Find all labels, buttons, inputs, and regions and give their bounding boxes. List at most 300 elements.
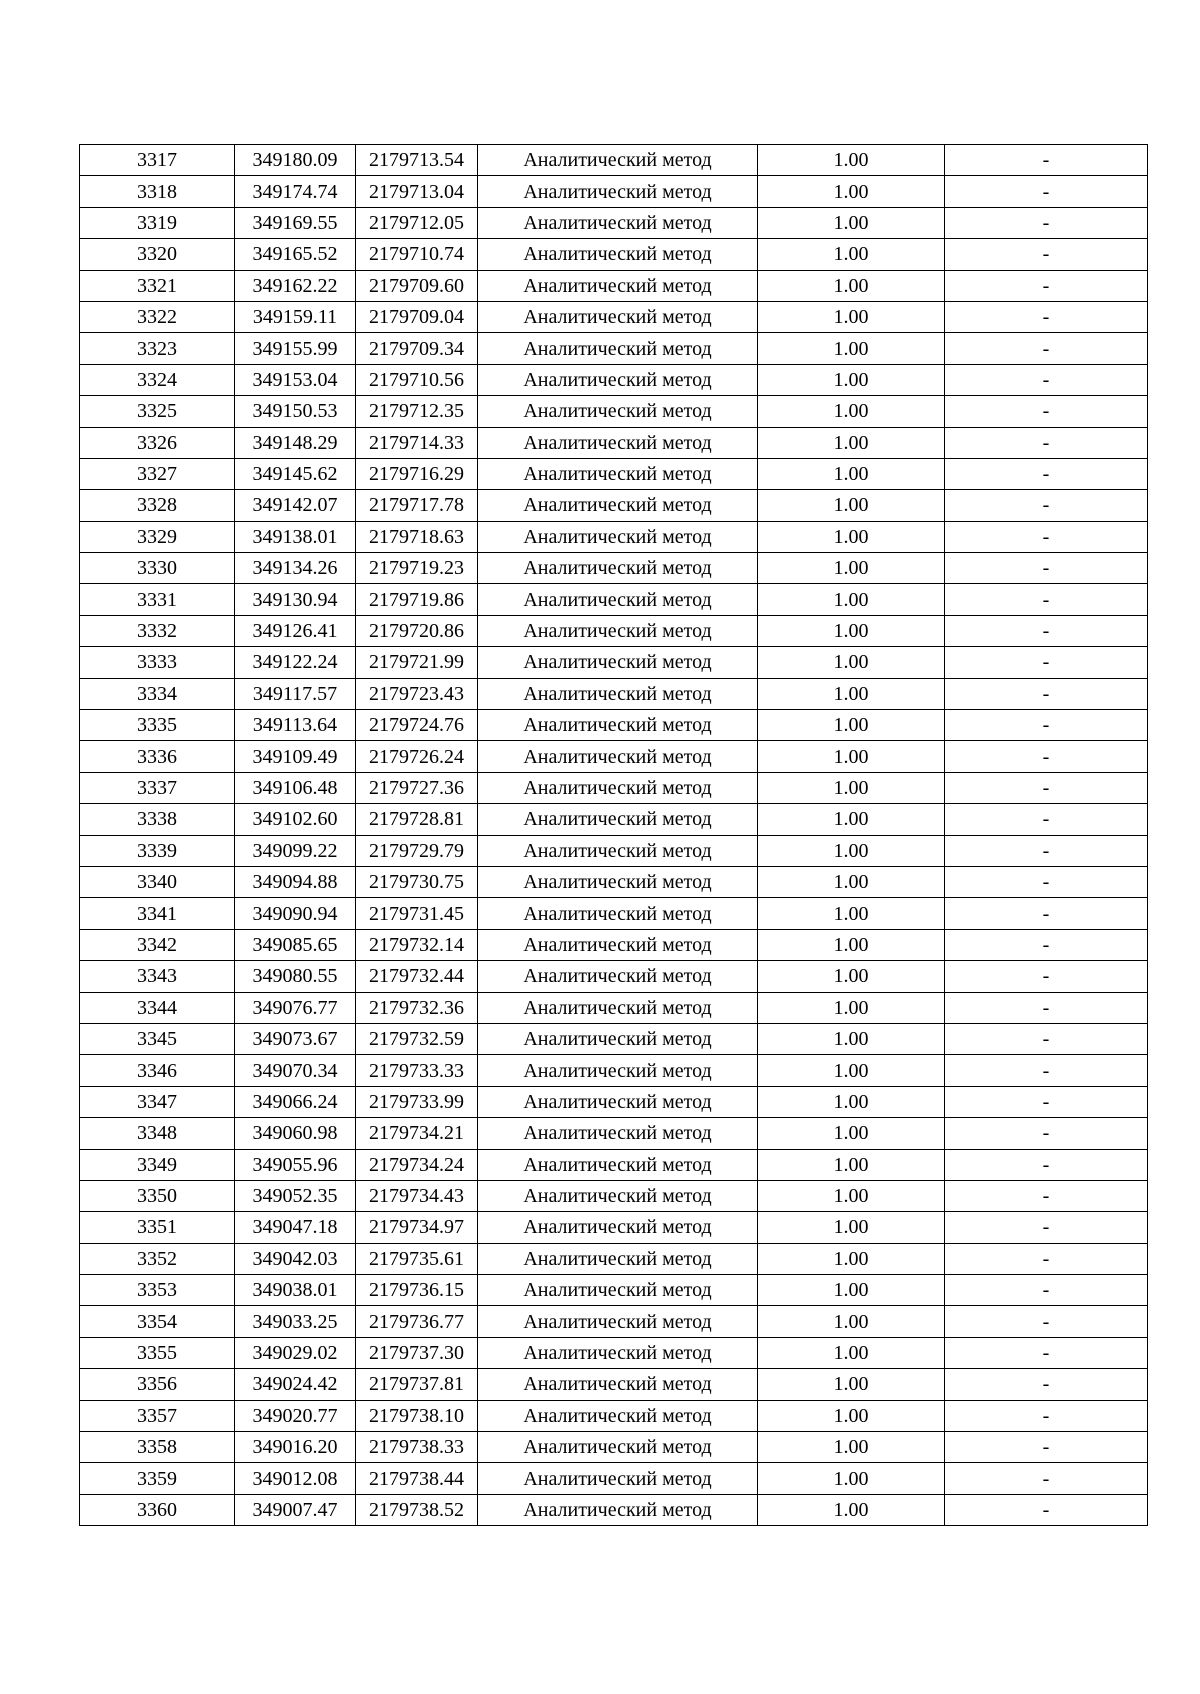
point-number-cell: 3319 [80,207,235,238]
table-row [80,992,1148,1023]
y-coordinate-cell: 2179712.05 [356,207,478,238]
x-coordinate-cell: 349153.04 [235,364,356,395]
x-coordinate-cell: 349138.01 [235,521,356,552]
coordinates-table [79,144,1148,1526]
description-cell: - [945,1432,1148,1463]
y-coordinate-cell: 2179726.24 [356,741,478,772]
y-coordinate-cell: 2179734.97 [356,1212,478,1243]
x-coordinate-cell: 349033.25 [235,1306,356,1337]
point-number-cell: 3349 [80,1149,235,1180]
point-number-cell: 3325 [80,396,235,427]
accuracy-cell: 1.00 [758,1086,945,1117]
x-coordinate-cell: 349162.22 [235,270,356,301]
x-coordinate-cell: 349169.55 [235,207,356,238]
x-coordinate-cell: 349113.64 [235,710,356,741]
description-cell: - [945,804,1148,835]
table-row [80,1306,1148,1337]
y-coordinate-cell: 2179733.99 [356,1086,478,1117]
y-coordinate-cell: 2179713.54 [356,145,478,176]
accuracy-cell: 1.00 [758,1494,945,1525]
description-cell: - [945,270,1148,301]
table-row [80,1086,1148,1117]
point-number-cell: 3344 [80,992,235,1023]
x-coordinate-cell: 349165.52 [235,239,356,270]
point-number-cell: 3318 [80,176,235,207]
accuracy-cell: 1.00 [758,1180,945,1211]
x-coordinate-cell: 349085.65 [235,929,356,960]
accuracy-cell: 1.00 [758,1463,945,1494]
x-coordinate-cell: 349007.47 [235,1494,356,1525]
method-cell: Аналитический метод [478,584,758,615]
description-cell: - [945,207,1148,238]
description-cell: - [945,898,1148,929]
method-cell: Аналитический метод [478,301,758,332]
table-row [80,804,1148,835]
method-cell: Аналитический метод [478,396,758,427]
description-cell: - [945,1494,1148,1525]
description-cell: - [945,333,1148,364]
table-row [80,647,1148,678]
accuracy-cell: 1.00 [758,427,945,458]
table-row [80,553,1148,584]
point-number-cell: 3339 [80,835,235,866]
x-coordinate-cell: 349102.60 [235,804,356,835]
method-cell: Аналитический метод [478,270,758,301]
accuracy-cell: 1.00 [758,835,945,866]
table-row [80,961,1148,992]
point-number-cell: 3323 [80,333,235,364]
description-cell: - [945,1337,1148,1368]
accuracy-cell: 1.00 [758,396,945,427]
table-row [80,678,1148,709]
y-coordinate-cell: 2179734.21 [356,1118,478,1149]
accuracy-cell: 1.00 [758,145,945,176]
accuracy-cell: 1.00 [758,772,945,803]
table-row [80,1400,1148,1431]
point-number-cell: 3337 [80,772,235,803]
table-row [80,1212,1148,1243]
x-coordinate-cell: 349055.96 [235,1149,356,1180]
method-cell: Аналитический метод [478,929,758,960]
description-cell: - [945,929,1148,960]
x-coordinate-cell: 349145.62 [235,458,356,489]
accuracy-cell: 1.00 [758,929,945,960]
x-coordinate-cell: 349099.22 [235,835,356,866]
method-cell: Аналитический метод [478,1463,758,1494]
method-cell: Аналитический метод [478,1369,758,1400]
accuracy-cell: 1.00 [758,1055,945,1086]
x-coordinate-cell: 349142.07 [235,490,356,521]
table-row [80,1494,1148,1525]
y-coordinate-cell: 2179709.34 [356,333,478,364]
description-cell: - [945,835,1148,866]
method-cell: Аналитический метод [478,835,758,866]
x-coordinate-cell: 349076.77 [235,992,356,1023]
y-coordinate-cell: 2179714.33 [356,427,478,458]
description-cell: - [945,301,1148,332]
table-row [80,1023,1148,1054]
method-cell: Аналитический метод [478,207,758,238]
accuracy-cell: 1.00 [758,1212,945,1243]
point-number-cell: 3334 [80,678,235,709]
description-cell: - [945,553,1148,584]
x-coordinate-cell: 349174.74 [235,176,356,207]
x-coordinate-cell: 349150.53 [235,396,356,427]
method-cell: Аналитический метод [478,1118,758,1149]
accuracy-cell: 1.00 [758,1275,945,1306]
point-number-cell: 3350 [80,1180,235,1211]
x-coordinate-cell: 349090.94 [235,898,356,929]
description-cell: - [945,772,1148,803]
point-number-cell: 3321 [80,270,235,301]
y-coordinate-cell: 2179733.33 [356,1055,478,1086]
accuracy-cell: 1.00 [758,741,945,772]
x-coordinate-cell: 349060.98 [235,1118,356,1149]
description-cell: - [945,1149,1148,1180]
accuracy-cell: 1.00 [758,647,945,678]
x-coordinate-cell: 349073.67 [235,1023,356,1054]
point-number-cell: 3342 [80,929,235,960]
x-coordinate-cell: 349180.09 [235,145,356,176]
point-number-cell: 3322 [80,301,235,332]
table-row [80,333,1148,364]
y-coordinate-cell: 2179735.61 [356,1243,478,1274]
y-coordinate-cell: 2179710.56 [356,364,478,395]
method-cell: Аналитический метод [478,1086,758,1117]
description-cell: - [945,961,1148,992]
point-number-cell: 3357 [80,1400,235,1431]
coordinates-table-body [80,145,1148,1526]
table-row [80,521,1148,552]
method-cell: Аналитический метод [478,1494,758,1525]
method-cell: Аналитический метод [478,1306,758,1337]
method-cell: Аналитический метод [478,458,758,489]
method-cell: Аналитический метод [478,553,758,584]
table-row [80,301,1148,332]
method-cell: Аналитический метод [478,1180,758,1211]
accuracy-cell: 1.00 [758,615,945,646]
method-cell: Аналитический метод [478,1337,758,1368]
description-cell: - [945,145,1148,176]
y-coordinate-cell: 2179709.04 [356,301,478,332]
method-cell: Аналитический метод [478,490,758,521]
x-coordinate-cell: 349159.11 [235,301,356,332]
accuracy-cell: 1.00 [758,521,945,552]
method-cell: Аналитический метод [478,1275,758,1306]
table-row [80,615,1148,646]
x-coordinate-cell: 349052.35 [235,1180,356,1211]
point-number-cell: 3353 [80,1275,235,1306]
point-number-cell: 3336 [80,741,235,772]
table-row [80,176,1148,207]
y-coordinate-cell: 2179731.45 [356,898,478,929]
accuracy-cell: 1.00 [758,1118,945,1149]
description-cell: - [945,584,1148,615]
table-row [80,427,1148,458]
accuracy-cell: 1.00 [758,239,945,270]
y-coordinate-cell: 2179732.44 [356,961,478,992]
y-coordinate-cell: 2179721.99 [356,647,478,678]
x-coordinate-cell: 349024.42 [235,1369,356,1400]
description-cell: - [945,1306,1148,1337]
method-cell: Аналитический метод [478,239,758,270]
point-number-cell: 3330 [80,553,235,584]
method-cell: Аналитический метод [478,1212,758,1243]
method-cell: Аналитический метод [478,615,758,646]
y-coordinate-cell: 2179736.77 [356,1306,478,1337]
point-number-cell: 3326 [80,427,235,458]
x-coordinate-cell: 349038.01 [235,1275,356,1306]
table-row [80,1055,1148,1086]
method-cell: Аналитический метод [478,1432,758,1463]
accuracy-cell: 1.00 [758,176,945,207]
accuracy-cell: 1.00 [758,1243,945,1274]
table-row [80,1369,1148,1400]
description-cell: - [945,1212,1148,1243]
table-row [80,239,1148,270]
table-row [80,458,1148,489]
table-row [80,490,1148,521]
x-coordinate-cell: 349029.02 [235,1337,356,1368]
table-row [80,1243,1148,1274]
point-number-cell: 3352 [80,1243,235,1274]
point-number-cell: 3359 [80,1463,235,1494]
point-number-cell: 3354 [80,1306,235,1337]
description-cell: - [945,710,1148,741]
y-coordinate-cell: 2179720.86 [356,615,478,646]
y-coordinate-cell: 2179730.75 [356,866,478,897]
point-number-cell: 3345 [80,1023,235,1054]
method-cell: Аналитический метод [478,961,758,992]
y-coordinate-cell: 2179732.14 [356,929,478,960]
accuracy-cell: 1.00 [758,804,945,835]
point-number-cell: 3343 [80,961,235,992]
y-coordinate-cell: 2179719.86 [356,584,478,615]
x-coordinate-cell: 349117.57 [235,678,356,709]
accuracy-cell: 1.00 [758,1023,945,1054]
method-cell: Аналитический метод [478,772,758,803]
method-cell: Аналитический метод [478,1400,758,1431]
description-cell: - [945,490,1148,521]
table-row [80,145,1148,176]
y-coordinate-cell: 2179729.79 [356,835,478,866]
method-cell: Аналитический метод [478,710,758,741]
description-cell: - [945,1180,1148,1211]
table-row [80,866,1148,897]
method-cell: Аналитический метод [478,804,758,835]
y-coordinate-cell: 2179719.23 [356,553,478,584]
description-cell: - [945,1400,1148,1431]
accuracy-cell: 1.00 [758,458,945,489]
y-coordinate-cell: 2179738.33 [356,1432,478,1463]
table-row [80,270,1148,301]
table-row [80,835,1148,866]
accuracy-cell: 1.00 [758,992,945,1023]
x-coordinate-cell: 349130.94 [235,584,356,615]
table-row [80,1149,1148,1180]
x-coordinate-cell: 349042.03 [235,1243,356,1274]
x-coordinate-cell: 349020.77 [235,1400,356,1431]
y-coordinate-cell: 2179737.81 [356,1369,478,1400]
accuracy-cell: 1.00 [758,364,945,395]
method-cell: Аналитический метод [478,898,758,929]
point-number-cell: 3351 [80,1212,235,1243]
y-coordinate-cell: 2179736.15 [356,1275,478,1306]
description-cell: - [945,1243,1148,1274]
method-cell: Аналитический метод [478,176,758,207]
point-number-cell: 3317 [80,145,235,176]
accuracy-cell: 1.00 [758,490,945,521]
point-number-cell: 3360 [80,1494,235,1525]
description-cell: - [945,458,1148,489]
y-coordinate-cell: 2179738.10 [356,1400,478,1431]
point-number-cell: 3328 [80,490,235,521]
accuracy-cell: 1.00 [758,1400,945,1431]
description-cell: - [945,992,1148,1023]
table-row [80,1432,1148,1463]
table-row [80,710,1148,741]
x-coordinate-cell: 349126.41 [235,615,356,646]
y-coordinate-cell: 2179737.30 [356,1337,478,1368]
table-row [80,396,1148,427]
y-coordinate-cell: 2179712.35 [356,396,478,427]
description-cell: - [945,427,1148,458]
description-cell: - [945,1275,1148,1306]
method-cell: Аналитический метод [478,1023,758,1054]
method-cell: Аналитический метод [478,364,758,395]
point-number-cell: 3333 [80,647,235,678]
y-coordinate-cell: 2179724.76 [356,710,478,741]
description-cell: - [945,1118,1148,1149]
table-row [80,1118,1148,1149]
point-number-cell: 3332 [80,615,235,646]
y-coordinate-cell: 2179718.63 [356,521,478,552]
accuracy-cell: 1.00 [758,1369,945,1400]
method-cell: Аналитический метод [478,866,758,897]
table-row [80,1180,1148,1211]
description-cell: - [945,396,1148,427]
y-coordinate-cell: 2179728.81 [356,804,478,835]
accuracy-cell: 1.00 [758,866,945,897]
point-number-cell: 3327 [80,458,235,489]
method-cell: Аналитический метод [478,741,758,772]
point-number-cell: 3331 [80,584,235,615]
accuracy-cell: 1.00 [758,961,945,992]
description-cell: - [945,176,1148,207]
accuracy-cell: 1.00 [758,207,945,238]
description-cell: - [945,647,1148,678]
method-cell: Аналитический метод [478,647,758,678]
point-number-cell: 3324 [80,364,235,395]
x-coordinate-cell: 349047.18 [235,1212,356,1243]
description-cell: - [945,1023,1148,1054]
point-number-cell: 3335 [80,710,235,741]
y-coordinate-cell: 2179709.60 [356,270,478,301]
point-number-cell: 3329 [80,521,235,552]
description-cell: - [945,678,1148,709]
x-coordinate-cell: 349109.49 [235,741,356,772]
description-cell: - [945,1055,1148,1086]
accuracy-cell: 1.00 [758,584,945,615]
description-cell: - [945,866,1148,897]
accuracy-cell: 1.00 [758,1432,945,1463]
method-cell: Аналитический метод [478,427,758,458]
accuracy-cell: 1.00 [758,1306,945,1337]
point-number-cell: 3340 [80,866,235,897]
y-coordinate-cell: 2179727.36 [356,772,478,803]
table-row [80,772,1148,803]
accuracy-cell: 1.00 [758,898,945,929]
point-number-cell: 3320 [80,239,235,270]
x-coordinate-cell: 349122.24 [235,647,356,678]
description-cell: - [945,1369,1148,1400]
y-coordinate-cell: 2179734.43 [356,1180,478,1211]
x-coordinate-cell: 349094.88 [235,866,356,897]
accuracy-cell: 1.00 [758,553,945,584]
table-row [80,929,1148,960]
y-coordinate-cell: 2179732.59 [356,1023,478,1054]
x-coordinate-cell: 349106.48 [235,772,356,803]
y-coordinate-cell: 2179738.44 [356,1463,478,1494]
point-number-cell: 3358 [80,1432,235,1463]
y-coordinate-cell: 2179710.74 [356,239,478,270]
method-cell: Аналитический метод [478,992,758,1023]
method-cell: Аналитический метод [478,333,758,364]
table-row [80,898,1148,929]
table-row [80,364,1148,395]
point-number-cell: 3347 [80,1086,235,1117]
accuracy-cell: 1.00 [758,301,945,332]
method-cell: Аналитический метод [478,1243,758,1274]
point-number-cell: 3338 [80,804,235,835]
point-number-cell: 3355 [80,1337,235,1368]
y-coordinate-cell: 2179717.78 [356,490,478,521]
y-coordinate-cell: 2179713.04 [356,176,478,207]
description-cell: - [945,741,1148,772]
x-coordinate-cell: 349134.26 [235,553,356,584]
y-coordinate-cell: 2179734.24 [356,1149,478,1180]
description-cell: - [945,239,1148,270]
description-cell: - [945,521,1148,552]
description-cell: - [945,615,1148,646]
point-number-cell: 3356 [80,1369,235,1400]
accuracy-cell: 1.00 [758,710,945,741]
method-cell: Аналитический метод [478,1055,758,1086]
accuracy-cell: 1.00 [758,1337,945,1368]
table-row [80,741,1148,772]
description-cell: - [945,364,1148,395]
table-row [80,1337,1148,1368]
table-row [80,1275,1148,1306]
x-coordinate-cell: 349070.34 [235,1055,356,1086]
method-cell: Аналитический метод [478,145,758,176]
table-row [80,584,1148,615]
description-cell: - [945,1463,1148,1494]
description-cell: - [945,1086,1148,1117]
accuracy-cell: 1.00 [758,678,945,709]
y-coordinate-cell: 2179732.36 [356,992,478,1023]
method-cell: Аналитический метод [478,521,758,552]
accuracy-cell: 1.00 [758,1149,945,1180]
y-coordinate-cell: 2179716.29 [356,458,478,489]
point-number-cell: 3341 [80,898,235,929]
x-coordinate-cell: 349016.20 [235,1432,356,1463]
accuracy-cell: 1.00 [758,270,945,301]
accuracy-cell: 1.00 [758,333,945,364]
point-number-cell: 3348 [80,1118,235,1149]
y-coordinate-cell: 2179738.52 [356,1494,478,1525]
table-row [80,1463,1148,1494]
